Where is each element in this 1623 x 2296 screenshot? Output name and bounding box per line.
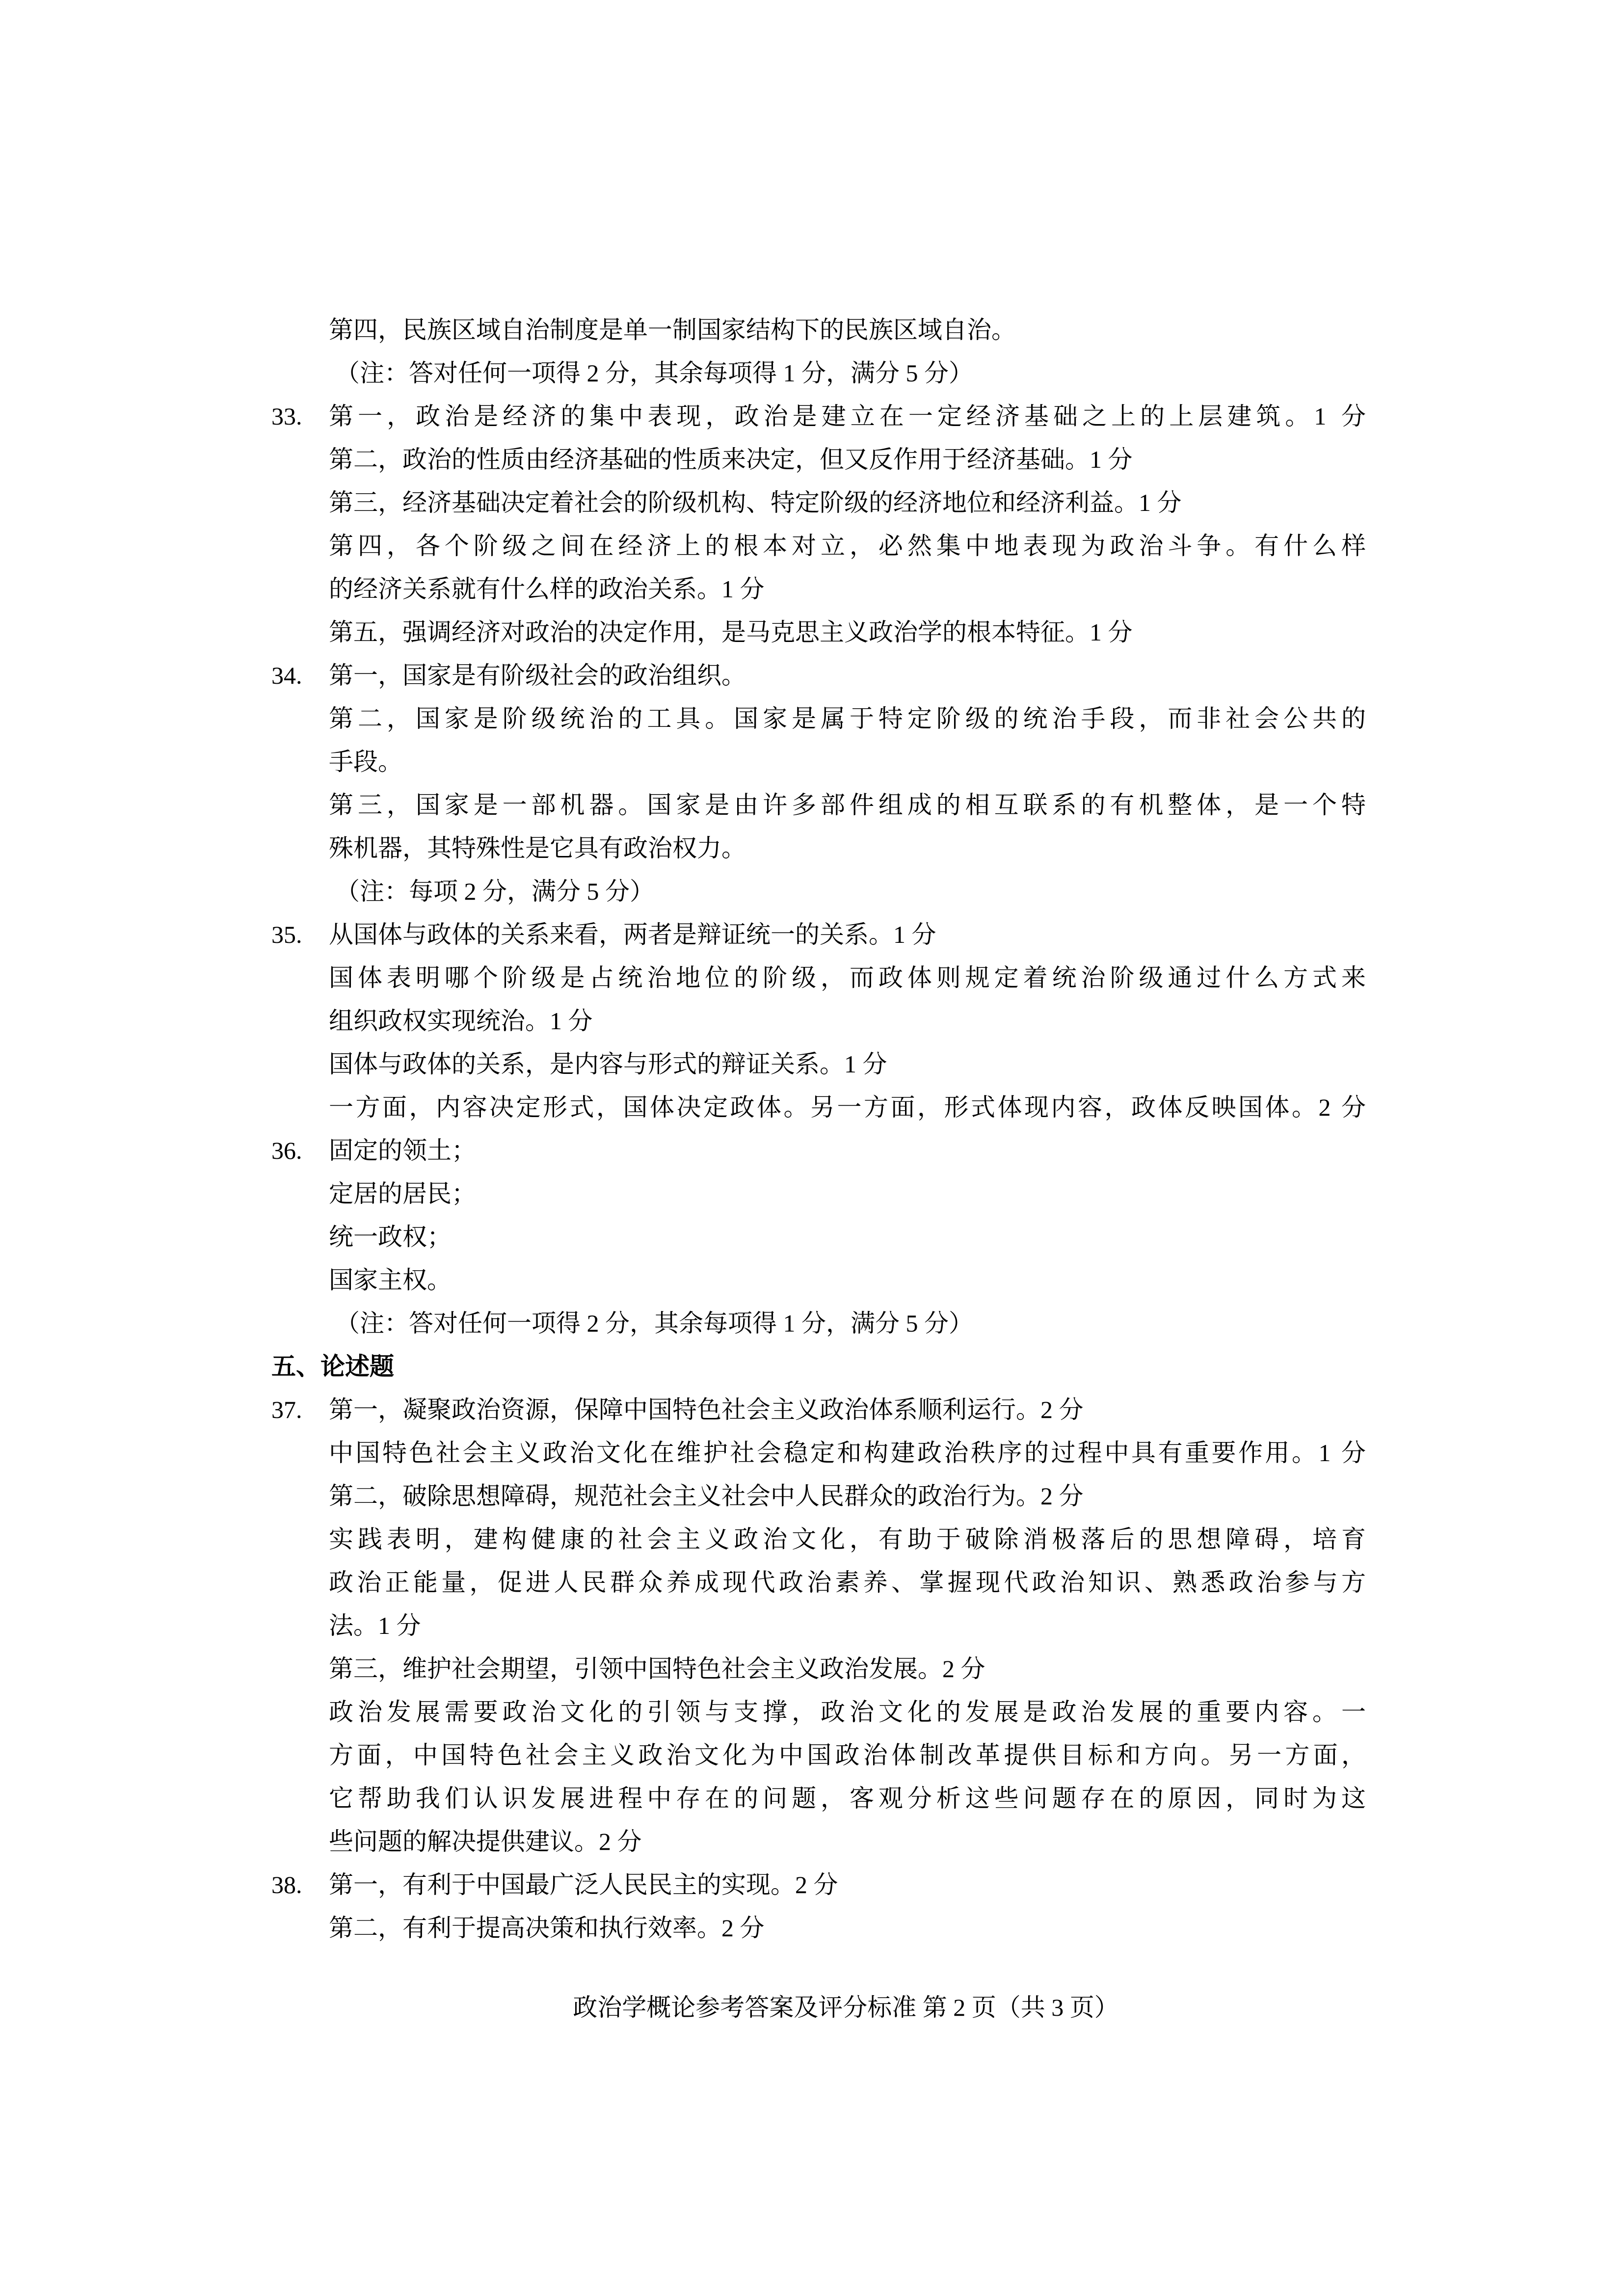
line-text: 第一，国家是有阶级社会的政治组织。: [329, 662, 746, 689]
line-text: 第三，经济基础决定着社会的阶级机构、特定阶级的经济地位和经济利益。1 分: [329, 489, 1182, 516]
answer-line: [271, 438, 1366, 481]
line-text: 一方面，内容决定形式，国体决定政体。另一方面，形式体现内容，政体反映国体。2 分: [329, 1094, 1368, 1121]
answer-line: [271, 1172, 1366, 1215]
answer-line: [271, 783, 1370, 827]
line-text: 实践表明，建构健康的社会主义政治文化，有助于破除消极落后的思想障碍，培育: [329, 1525, 1370, 1553]
answer-line: [271, 956, 1370, 999]
answer-line: [271, 1258, 1366, 1302]
answer-line: [271, 1042, 1366, 1086]
line-text: 国体与政体的关系，是内容与形式的辩证关系。1 分: [329, 1050, 887, 1078]
line-text: 第三，维护社会期望，引领中国特色社会主义政治发展。2 分: [329, 1655, 985, 1682]
line-text: 第二，破除思想障碍，规范社会主义社会中人民群众的政治行为。2 分: [329, 1482, 1084, 1510]
answer-line: [271, 1129, 1366, 1172]
line-text: 方面，中国特色社会主义政治文化为中国政治体制改革提供目标和方向。另一方面，: [329, 1741, 1370, 1769]
answer-line: [271, 697, 1370, 740]
answer-line: [271, 654, 1366, 697]
line-text: 统一政权；: [329, 1223, 452, 1251]
line-text: 殊机器，其特殊性是它具有政治权力。: [329, 834, 746, 862]
line-text: 国家主权。: [329, 1266, 452, 1294]
answer-line: [271, 1906, 1366, 1949]
line-text: 第二，有利于提高决策和执行效率。2 分: [329, 1914, 765, 1942]
line-text: 的经济关系就有什么样的政治关系。1 分: [329, 575, 765, 603]
answer-line: [271, 1518, 1370, 1561]
answer-line: [271, 999, 1366, 1042]
scoring-note: [271, 1302, 1366, 1345]
line-text: （注：答对任何一项得 2 分，其余每项得 1 分，满分 5 分）: [335, 359, 973, 387]
answer-line: [271, 395, 1371, 438]
line-text: 第三，国家是一部机器。国家是由许多部件组成的相互联系的有机整体，是一个特: [329, 791, 1370, 819]
line-text: 它帮助我们认识发展进程中存在的问题，客观分析这些问题存在的原因，同时为这: [329, 1785, 1370, 1812]
answer-line: [271, 1388, 1366, 1431]
line-text: 手段。: [329, 748, 402, 775]
question-number: 38.: [271, 1871, 302, 1898]
answer-line: [271, 1474, 1366, 1518]
answer-line: [271, 481, 1366, 524]
line-text: 政治正能量，促进人民群众养成现代政治素养、掌握现代政治知识、熟悉政治参与方: [329, 1569, 1370, 1596]
line-text: 定居的居民；: [329, 1180, 476, 1207]
answer-line: [271, 913, 1366, 956]
line-text: （注：每项 2 分，满分 5 分）: [335, 878, 654, 905]
line-text: 第二，政治的性质由经济基础的性质来决定，但又反作用于经济基础。1 分: [329, 446, 1133, 473]
line-text: 中国特色社会主义政治文化在维护社会稳定和构建政治秩序的过程中具有重要作用。1 分: [329, 1439, 1368, 1467]
scoring-note: [271, 351, 1366, 395]
line-text: 法。1 分: [329, 1612, 421, 1639]
line-text: 第一，凝聚政治资源，保障中国特色社会主义政治体系顺利运行。2 分: [329, 1396, 1084, 1423]
answer-line: [271, 1215, 1366, 1258]
answer-line: [271, 1431, 1366, 1474]
answer-line: [271, 1820, 1366, 1863]
scoring-note: [271, 870, 1366, 913]
answer-line: [271, 611, 1366, 654]
line-text: 从国体与政体的关系来看，两者是辩证统一的关系。1 分: [329, 921, 936, 948]
line-text: 些问题的解决提供建议。2 分: [329, 1828, 642, 1855]
answer-line: [271, 1777, 1370, 1820]
line-text: 第一，有利于中国最广泛人民民主的实现。2 分: [329, 1871, 838, 1898]
line-text: （注：答对任何一项得 2 分，其余每项得 1 分，满分 5 分）: [335, 1309, 973, 1337]
line-text: 第二，国家是阶级统治的工具。国家是属于特定阶级的统治手段，而非社会公共的: [329, 705, 1370, 732]
answer-line: [271, 308, 1366, 351]
line-text: 固定的领土；: [329, 1137, 476, 1164]
question-number: 33.: [271, 402, 302, 430]
page-footer: 政治学概论参考答案及评分标准 第 2 页（共 3 页）: [573, 1994, 1119, 2021]
line-text: 国体表明哪个阶级是占统治地位的阶级，而政体则规定着统治阶级通过什么方式来: [329, 964, 1370, 991]
question-number: 35.: [271, 921, 302, 948]
line-text: 第四，各个阶级之间在经济上的根本对立，必然集中地表现为政治斗争。有什么样: [329, 532, 1370, 560]
answer-line: [271, 567, 1366, 611]
question-number: 37.: [271, 1396, 302, 1423]
line-text: 第四，民族区域自治制度是单一制国家结构下的民族区域自治。: [329, 316, 1016, 344]
answer-line: [271, 1086, 1366, 1129]
line-text: 组织政权实现统治。1 分: [329, 1007, 593, 1035]
answer-line: [271, 1561, 1370, 1604]
answer-line: [271, 827, 1366, 870]
question-number: 34.: [271, 662, 302, 689]
line-text: 政治发展需要政治文化的引领与支撑，政治文化的发展是政治发展的重要内容。一: [329, 1698, 1370, 1726]
answer-line: [271, 1863, 1366, 1906]
answer-line: [271, 1734, 1370, 1777]
question-number: 36.: [271, 1137, 302, 1164]
answer-line: [271, 1604, 1366, 1647]
answer-line: [271, 1690, 1370, 1734]
line-text: 第五，强调经济对政治的决定作用，是马克思主义政治学的根本特征。1 分: [329, 618, 1133, 646]
line-text: 五、论述题: [271, 1353, 394, 1380]
answer-content: [271, 308, 1371, 1949]
line-text: 第一，政治是经济的集中表现，政治是建立在一定经济基础之上的上层建筑。1 分: [329, 402, 1371, 430]
answer-line: [271, 740, 1366, 783]
section-heading: [271, 1345, 1366, 1388]
answer-line: [271, 1647, 1366, 1690]
answer-line: [271, 524, 1370, 567]
